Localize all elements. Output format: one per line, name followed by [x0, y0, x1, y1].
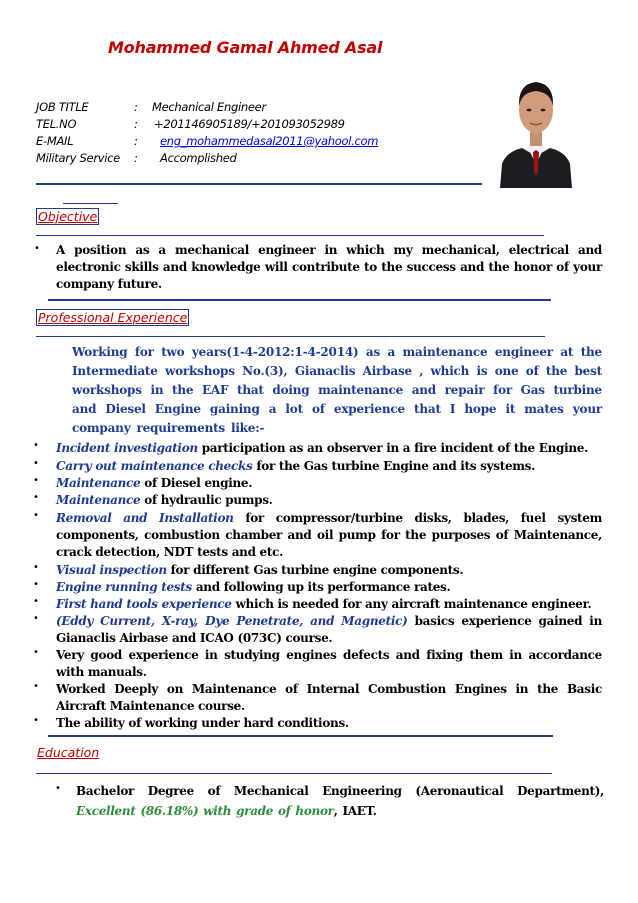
- profile-photo: [494, 60, 578, 188]
- info-value: Accomplished: [160, 151, 237, 165]
- bullet: •: [33, 510, 39, 521]
- experience-summary: Working for two years(1-4-2012:1-4-2014) as a maintenance engineer at the Intermediate workshops No.(3), Gianaclis Airbase , which is one of the best workshops in the EAF that doing maintenance and repair for Gas turbine and Diesel Engine gaining a lot of experience that I hope it mates your company requirements like:-: [72, 345, 602, 435]
- experience-item: [0, 510, 638, 564]
- short-divider: [63, 203, 118, 204]
- highlight-text: Maintenance: [56, 493, 141, 507]
- school-text: , IAET.: [333, 804, 377, 818]
- info-row-email: [36, 134, 476, 150]
- bullet: •: [33, 492, 39, 503]
- experience-item: [0, 562, 638, 580]
- highlight-text: Engine running tests: [56, 580, 192, 594]
- bullet: •: [33, 458, 39, 469]
- bullet: •: [55, 783, 61, 794]
- bullet: •: [33, 715, 39, 726]
- highlight-text: Visual inspection: [56, 563, 167, 577]
- info-value: +201146905189/+201093052989: [154, 117, 345, 131]
- objective-item: [0, 242, 638, 297]
- experience-item: [0, 475, 638, 493]
- bullet: •: [33, 440, 39, 451]
- contact-info: [36, 100, 476, 170]
- experience-bottom-divider: [48, 735, 553, 737]
- info-row-phone: [36, 117, 476, 133]
- experience-item: [0, 613, 638, 649]
- item-text: of Diesel engine.: [140, 476, 253, 490]
- highlight-text: Carry out maintenance checks: [56, 459, 253, 473]
- experience-item: [0, 579, 638, 597]
- bullet: •: [34, 243, 40, 254]
- education-divider: [36, 773, 552, 774]
- experience-divider: [36, 336, 545, 337]
- email-link[interactable]: eng_mohammedasal2011@yahool.com: [160, 134, 379, 148]
- person-photo-icon: [494, 60, 578, 188]
- bullet: •: [33, 596, 39, 607]
- education-item: [0, 781, 638, 821]
- experience-item: [0, 681, 638, 717]
- experience-item: [0, 440, 638, 458]
- highlight-text: Maintenance: [56, 476, 141, 490]
- item-text: and following up its performance rates.: [191, 580, 451, 594]
- degree-text: Bachelor Degree of Mechanical Engineering (Aeronautical Department),: [76, 784, 604, 798]
- experience-item: [0, 458, 638, 476]
- highlight-text: Incident investigation: [56, 441, 198, 455]
- objective-bottom-divider: [48, 299, 551, 301]
- bullet: •: [33, 613, 39, 624]
- info-row-job-title: [36, 100, 476, 116]
- item-text: of hydraulic pumps.: [140, 493, 273, 507]
- candidate-name: Mohammed Gamal Ahmed Asal: [108, 38, 383, 57]
- info-colon: :: [134, 151, 138, 165]
- education-text: [76, 781, 604, 821]
- item-text: The ability of working under hard conditions.: [56, 716, 349, 730]
- bullet: •: [33, 647, 39, 658]
- highlight-text: Removal and Installation: [56, 511, 234, 525]
- education-heading: Education: [37, 745, 100, 760]
- info-colon: :: [134, 117, 138, 131]
- item-text: Worked Deeply on Maintenance of Internal Combustion Engines in the Basic Aircraft Maintenance course.: [56, 682, 602, 713]
- bullet: •: [33, 562, 39, 573]
- item-text: for compressor/turbine disks, blades, fuel system components, combustion chamber and oil pump for the purposes of Maintenance, crack detection, NDT tests and etc.: [56, 511, 603, 559]
- objective-divider: [36, 235, 544, 236]
- objective-heading: Objective: [38, 209, 98, 224]
- info-colon: :: [134, 134, 138, 148]
- info-label: E-MAIL: [36, 134, 74, 148]
- info-row-military: [36, 151, 476, 167]
- info-colon: :: [134, 100, 138, 114]
- grade-text: Excellent (86.18%) with grade of honor: [76, 804, 334, 818]
- item-text: basics experience gained in Gianaclis Airbase and ICAO (073C) course.: [56, 614, 602, 645]
- bullet: •: [33, 579, 39, 590]
- bullet: •: [33, 475, 39, 486]
- item-text: Very good experience in studying engines defects and fixing them in accordance with manuals.: [56, 648, 602, 679]
- experience-item: [0, 596, 638, 614]
- item-text: for different Gas turbine engine components.: [166, 563, 464, 577]
- info-label: JOB TITLE: [36, 100, 89, 114]
- objective-text: A position as a mechanical engineer in which my mechanical, electrical and electronic skills and knowledge will contribute to the success and the honor of your company future.: [56, 243, 602, 291]
- info-label: TEL.NO: [36, 117, 77, 131]
- experience-heading: Professional Experience: [38, 310, 188, 325]
- item-text: participation as an observer in a fire incident of the Engine.: [197, 441, 589, 455]
- highlight-text: (Eddy Current, X-ray, Dye Penetrate, and Magnetic): [56, 614, 408, 628]
- info-label: Military Service: [36, 151, 120, 165]
- header-divider: [36, 183, 482, 185]
- item-text: which is needed for any aircraft maintenance engineer.: [231, 597, 592, 611]
- experience-item: [0, 647, 638, 683]
- info-value: Mechanical Engineer: [152, 100, 266, 114]
- item-text: for the Gas turbine Engine and its systems.: [252, 459, 536, 473]
- bullet: •: [33, 681, 39, 692]
- experience-item: [0, 715, 638, 733]
- highlight-text: First hand tools experience: [56, 597, 232, 611]
- experience-item: [0, 492, 638, 510]
